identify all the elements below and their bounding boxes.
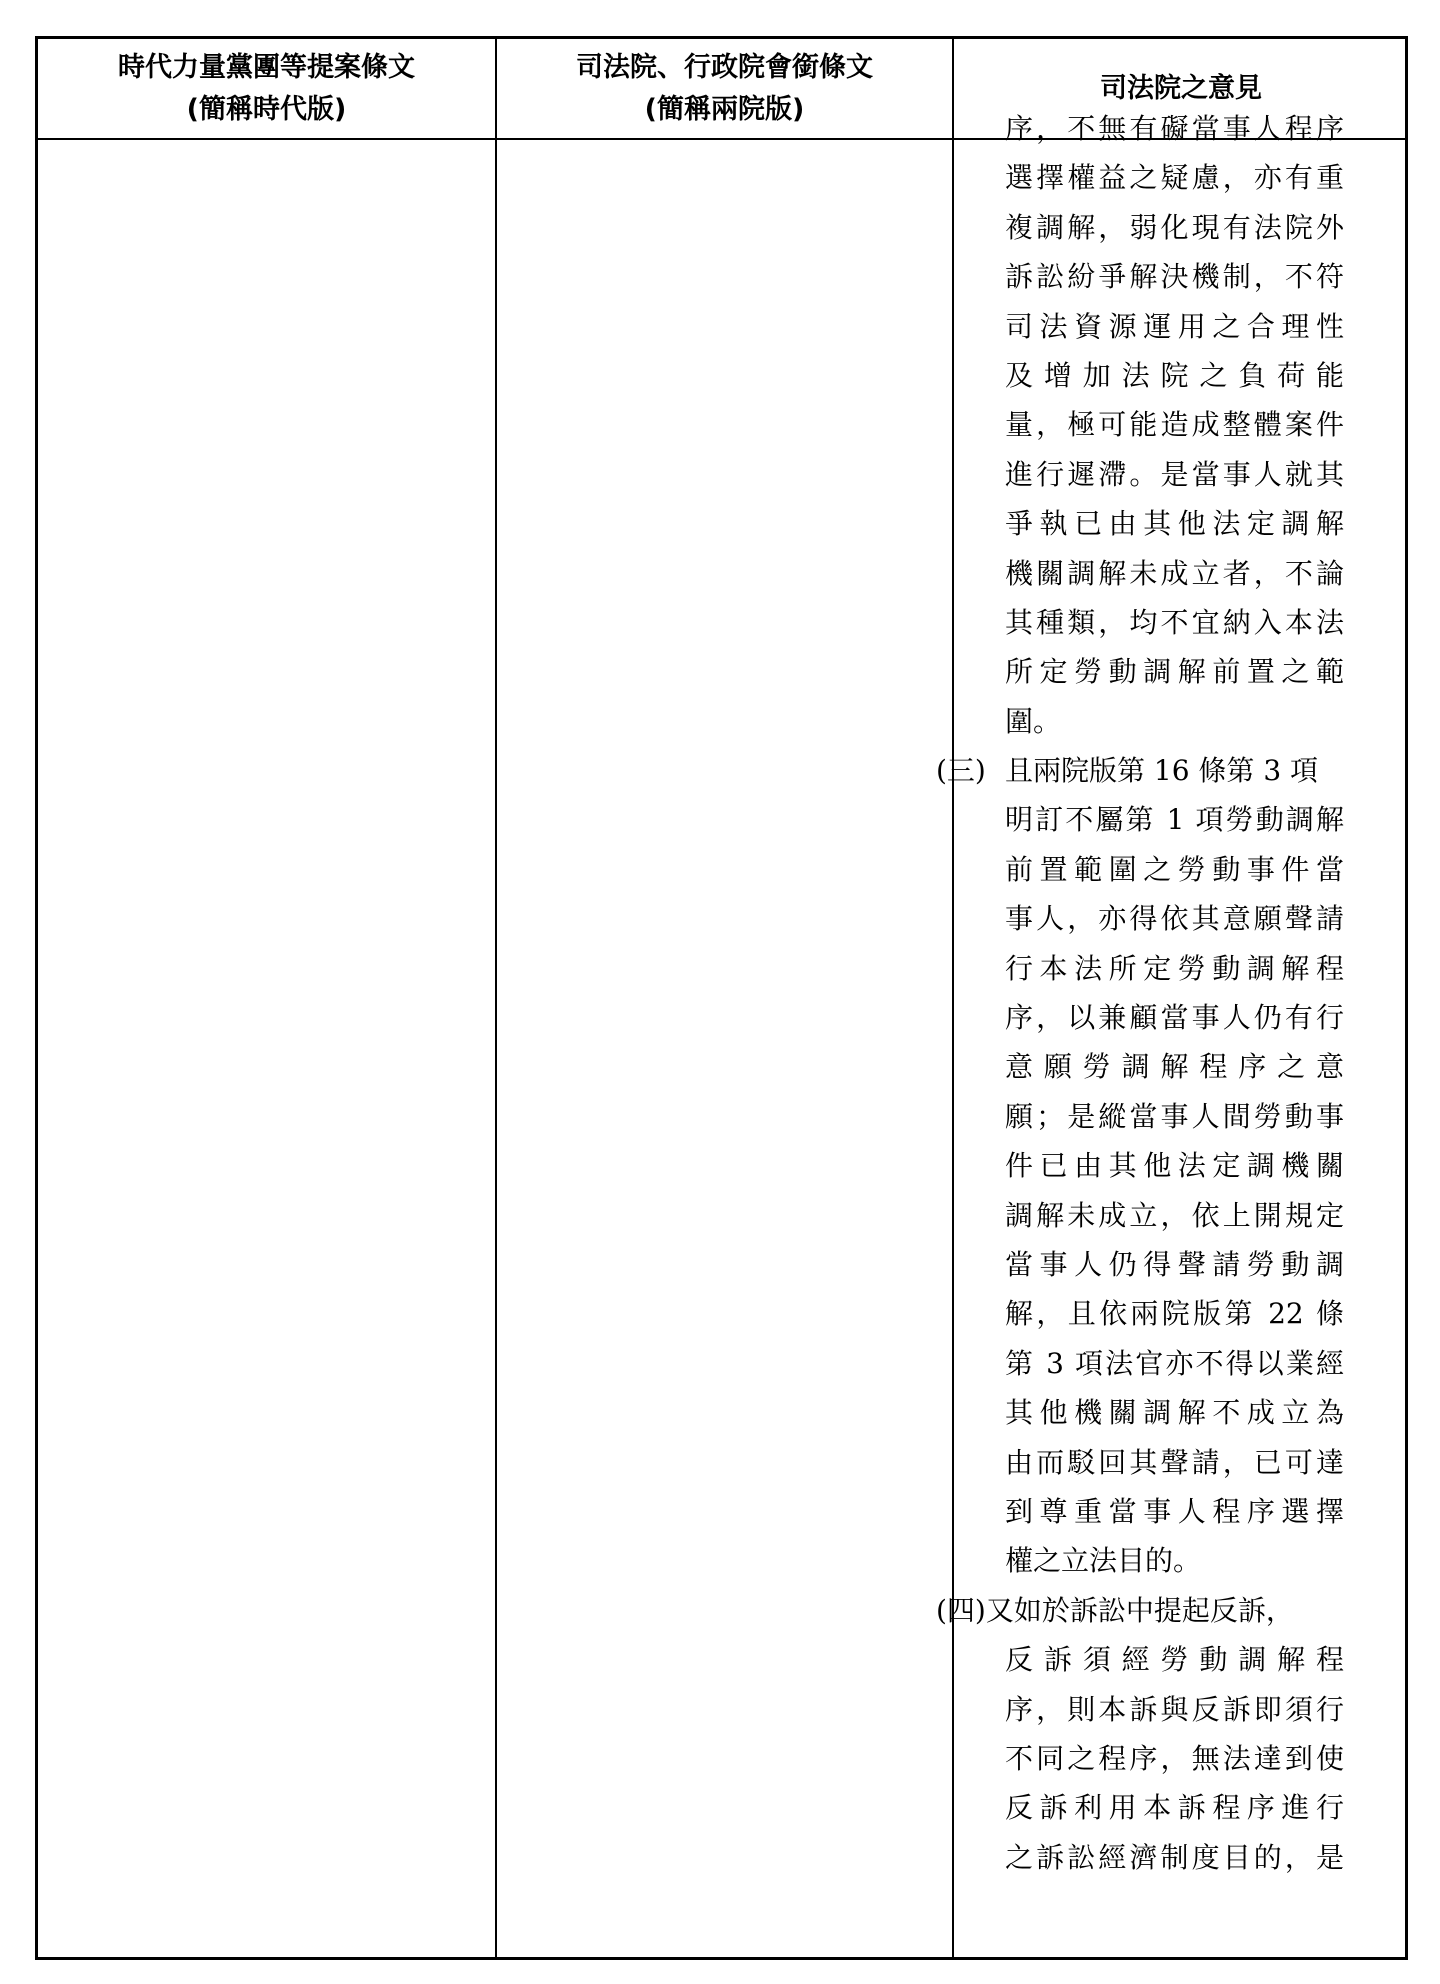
header-title: 時代力量黨團等提案條文 [118,51,415,83]
list-item-label: (三) [936,754,986,788]
text-line: 量，極可能造成整體案件 [1005,408,1344,442]
opinion-text [936,104,1344,1882]
text-line: 訴訟紛爭解決機制，不符 [1005,260,1344,294]
text-line: 機關調解未成立者，不論 [1005,556,1344,590]
header-title: 司法院、行政院會銜條文 [576,51,873,83]
text-line: 明訂不屬第 1 項勞動調解 [1005,803,1344,837]
list-item-4-first-line [936,1586,1344,1635]
header-title: 司法院之意見 [1100,72,1262,104]
header-subtitle: (簡稱時代版) [186,93,347,125]
text-line: 爭執已由其他法定調解 [1005,507,1344,541]
text-line: 意願勞調解程序之意 [1005,1050,1344,1084]
text-line: 選擇權益之疑慮，亦有重 [1005,161,1344,195]
text-line: 圍。 [1005,704,1062,738]
text-line: 序，則本訴與反訴即須行 [1005,1692,1344,1726]
text-line: 當事人仍得聲請勞動調 [1005,1247,1344,1281]
text-line: 及增加法院之負荷能 [1005,358,1344,392]
text-line: 且兩院版第 16 條第 3 項 [1005,754,1319,788]
text-line: 事人，亦得依其意願聲請 [1005,902,1344,936]
text-line: 件已由其他法定調機關 [1005,1149,1344,1183]
text-line: 調解未成立，依上開規定 [1005,1198,1344,1232]
text-line: 進行遲滯。是當事人就其 [1005,457,1344,491]
column-divider [495,39,497,1957]
text-line: 第 3 項法官亦不得以業經 [1005,1346,1344,1380]
text-line: 司法資源運用之合理性 [1005,309,1344,343]
header-subtitle: (簡稱兩院版) [644,93,805,125]
text-line: 所定勞動調解前置之範 [1005,655,1344,689]
text-line: 前置範圍之勞動事件當 [1005,852,1344,886]
text-line: 其種類，均不宜納入本法 [1005,605,1344,639]
text-line: 複調解，弱化現有法院外 [1005,210,1344,244]
text-line: 權之立法目的。 [1005,1544,1202,1578]
text-line: 其他機關調解不成立為 [1005,1396,1344,1430]
text-line: 願；是縱當事人間勞動事 [1005,1099,1344,1133]
text-line: 又如於訴訟中提起反訴， [985,1593,1294,1627]
text-line: 到尊重當事人程序選擇 [1005,1494,1344,1528]
header-cell-shidai-version [38,39,495,138]
text-line: 由而駁回其聲請，已可達 [1005,1445,1344,1479]
text-line: 序，以兼顧當事人仍有行 [1005,1001,1344,1035]
text-line: 之訴訟經濟制度目的，是 [1005,1840,1344,1874]
text-line: 反訴須經勞動調解程 [1005,1643,1344,1677]
list-item-3-first-line [936,746,1344,795]
text-line: 不同之程序，無法達到使 [1005,1741,1344,1775]
text-line: 序，不無有礙當事人程序 [1005,112,1344,145]
list-item-label: (四) [936,1593,986,1627]
text-line: 反訴利用本訴程序進行 [1005,1791,1344,1825]
text-line: 解，且依兩院版第 22 條 [1005,1297,1344,1331]
header-cell-two-yuan-version [497,39,952,138]
text-line: 行本法所定勞動調解程 [1005,951,1344,985]
